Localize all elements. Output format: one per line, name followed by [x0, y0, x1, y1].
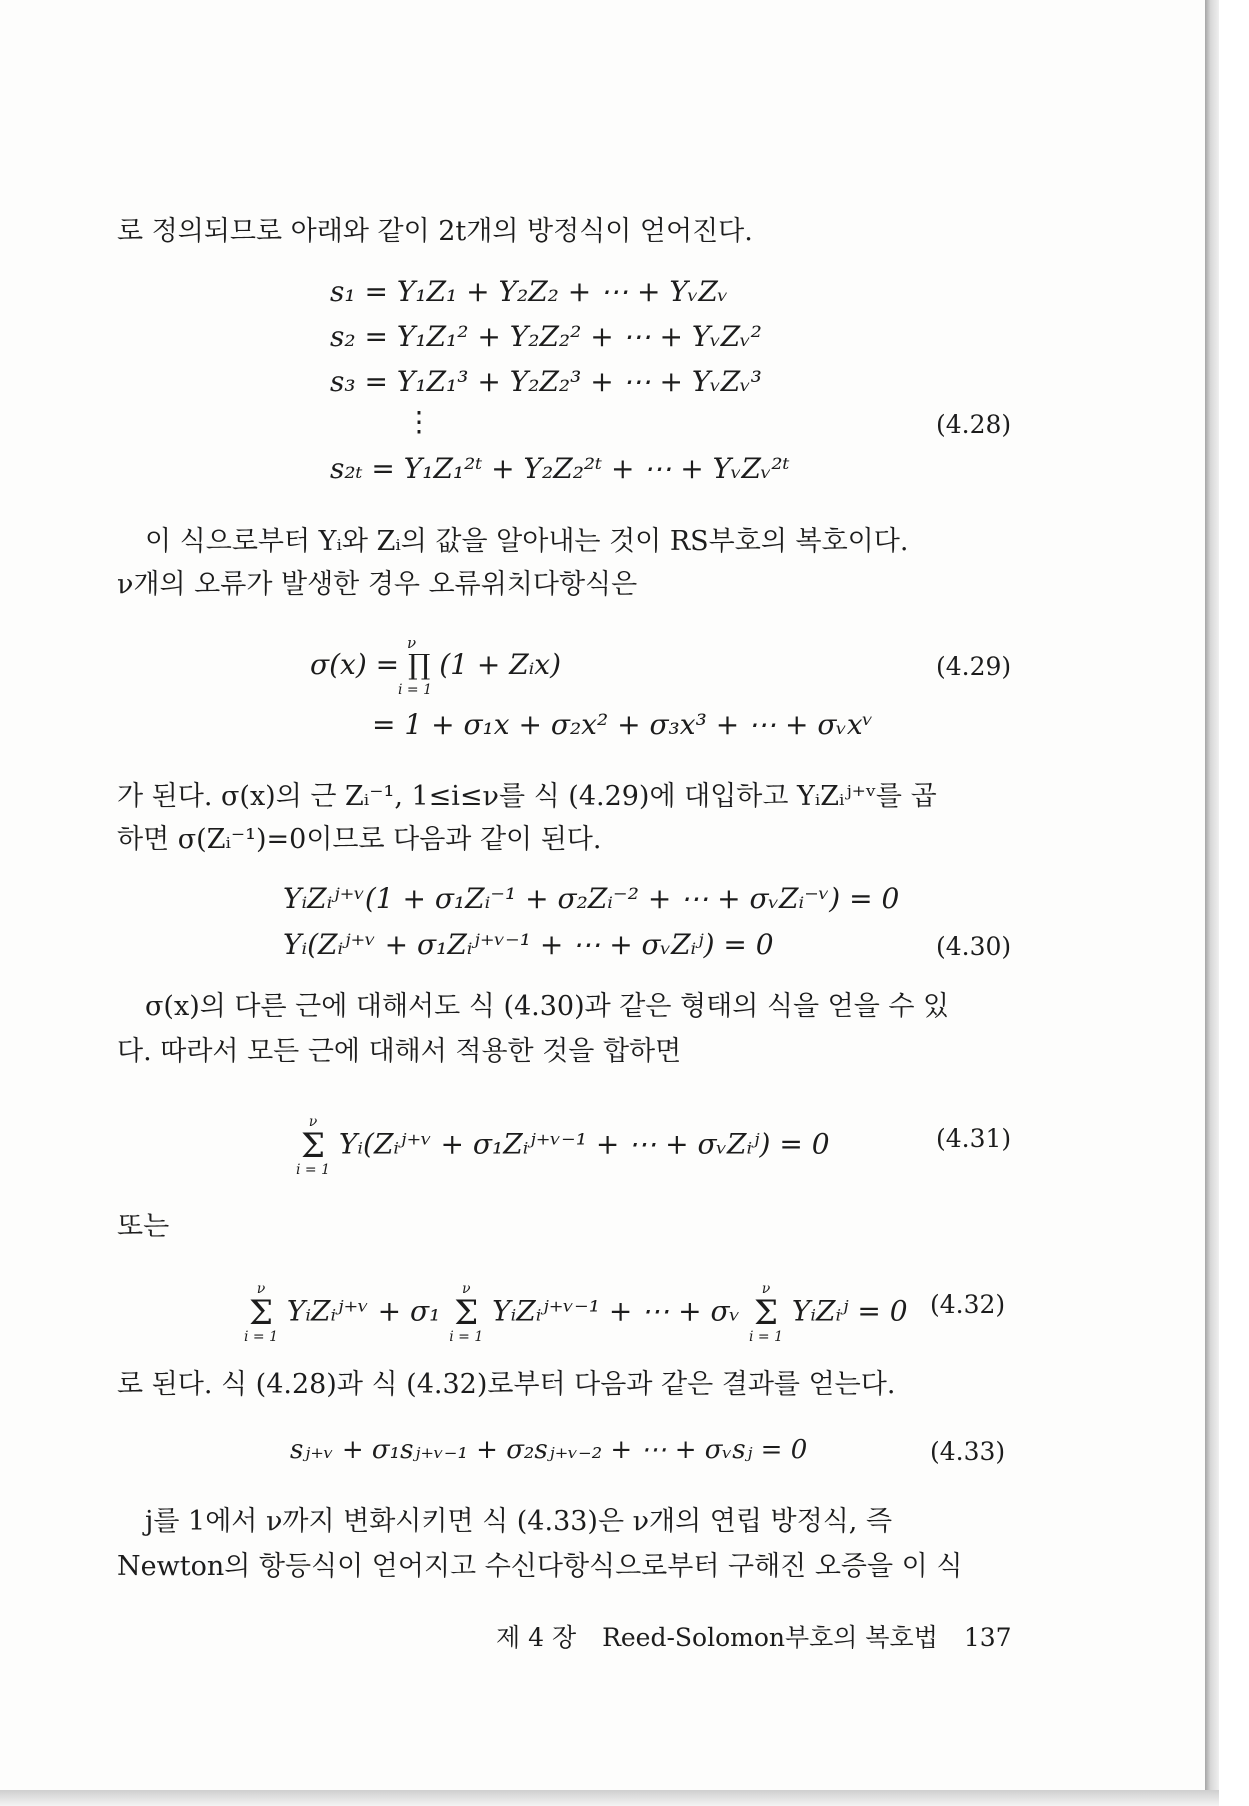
equation-4-29-product: σ(x) = ∏ (1 + Zᵢx)	[310, 648, 562, 681]
footer-title: Reed-Solomon부호의 복호법	[602, 1623, 938, 1652]
equation-number-4-30: (4.30)	[936, 932, 1012, 961]
page-bottom-shadow	[0, 1790, 1219, 1806]
paragraph-line-5: 하면 σ(Zᵢ⁻¹)=0이므로 다음과 같이 된다.	[117, 824, 602, 855]
equation-4-31: ν Σ i = 1 Yᵢ(Zᵢʲ⁺ᵛ + σ₁Zᵢʲ⁺ᵛ⁻¹ + ⋯ + σᵥZᵢʲ) = 0	[296, 1114, 830, 1178]
paragraph-line-1: 로 정의되므로 아래와 같이 2t개의 방정식이 얻어진다.	[117, 216, 753, 247]
equation-number-4-31: (4.31)	[936, 1124, 1012, 1153]
equation-number-4-29: (4.29)	[936, 652, 1012, 681]
equation-number-4-28: (4.28)	[936, 410, 1012, 439]
paragraph-line-2: 이 식으로부터 Yᵢ와 Zᵢ의 값을 알아내는 것이 RS부호의 복호이다.	[145, 526, 909, 557]
equation-4-29-line-1	[310, 648, 561, 681]
equation-number-4-32: (4.32)	[930, 1290, 1006, 1319]
page-edge-shadow	[1205, 0, 1219, 1790]
paragraph-line-4: 가 된다. σ(x)의 근 Zᵢ⁻¹, 1≤i≤ν를 식 (4.29)에 대입하고 YᵢZᵢʲ⁺ᵛ를 곱	[117, 781, 937, 812]
footer-chapter: 제 4 장	[496, 1623, 577, 1652]
equation-4-28-line-4: s₂ₜ = Y₁Z₁²ᵗ + Y₂Z₂²ᵗ + ⋯ + YᵥZᵥ²ᵗ	[330, 452, 790, 485]
summation-4-32-a: ν Σ i = 1	[244, 1281, 279, 1345]
equation-4-28-line-1: s₁ = Y₁Z₁ + Y₂Z₂ + ⋯ + YᵥZᵥ	[330, 275, 729, 308]
equation-number-4-33: (4.33)	[930, 1437, 1006, 1466]
product-lower-limit: i = 1	[398, 682, 433, 698]
summation-4-31: ν Σ i = 1	[296, 1114, 331, 1178]
equation-4-30-line-2: Yᵢ(Zᵢʲ⁺ᵛ + σ₁Zᵢʲ⁺ᵛ⁻¹ + ⋯ + σᵥZᵢʲ) = 0	[283, 928, 774, 961]
paragraph-line-11: Newton의 항등식이 얻어지고 수신다항식으로부터 구해진 오증을 이 식	[117, 1551, 963, 1582]
equation-4-33: sⱼ₊ᵥ + σ₁sⱼ₊ᵥ₋₁ + σ₂sⱼ₊ᵥ₋₂ + ⋯ + σᵥsⱼ = 0	[290, 1435, 808, 1465]
paragraph-line-6: σ(x)의 다른 근에 대해서도 식 (4.30)과 같은 형태의 식을 얻을 수 있	[145, 991, 950, 1022]
paragraph-line-7: 다. 따라서 모든 근에 대해서 적용한 것을 합하면	[117, 1036, 682, 1067]
equation-4-29-line-2: = 1 + σ₁x + σ₂x² + σ₃x³ + ⋯ + σᵥxᵛ	[372, 708, 874, 741]
paragraph-line-9: 로 된다. 식 (4.28)과 식 (4.32)로부터 다음과 같은 결과를 얻는다.	[117, 1369, 896, 1400]
product-upper-limit: ν	[407, 634, 417, 652]
equation-4-30-line-1: YᵢZᵢʲ⁺ᵛ(1 + σ₁Zᵢ⁻¹ + σ₂Zᵢ⁻² + ⋯ + σᵥZᵢ⁻ᵛ) = 0	[283, 882, 900, 915]
equation-4-32: ν Σ i = 1 YᵢZᵢʲ⁺ᵛ + σ₁ ν Σ i = 1 YᵢZᵢʲ⁺ᵛ⁻¹ + ⋯ + σᵥ ν Σ i = 1 YᵢZᵢʲ = 0	[244, 1281, 908, 1345]
page-footer	[496, 1618, 1030, 1654]
equation-4-28-line-2: s₂ = Y₁Z₁² + Y₂Z₂² + ⋯ + YᵥZᵥ²	[330, 320, 762, 353]
summation-4-32-b: ν Σ i = 1	[449, 1281, 484, 1345]
paragraph-line-8: 또는	[117, 1211, 170, 1242]
summation-4-32-c: ν Σ i = 1	[748, 1281, 783, 1345]
paragraph-line-3: ν개의 오류가 발생한 경우 오류위치다항식은	[117, 569, 638, 600]
equation-4-28-line-3: s₃ = Y₁Z₁³ + Y₂Z₂³ + ⋯ + YᵥZᵥ³	[330, 365, 762, 398]
page-number: 137	[963, 1623, 1012, 1652]
equation-4-28-vertical-dots: ⋮	[405, 405, 433, 438]
paragraph-line-10: j를 1에서 ν까지 변화시키면 식 (4.33)은 ν개의 연립 방정식, 즉	[145, 1506, 893, 1537]
